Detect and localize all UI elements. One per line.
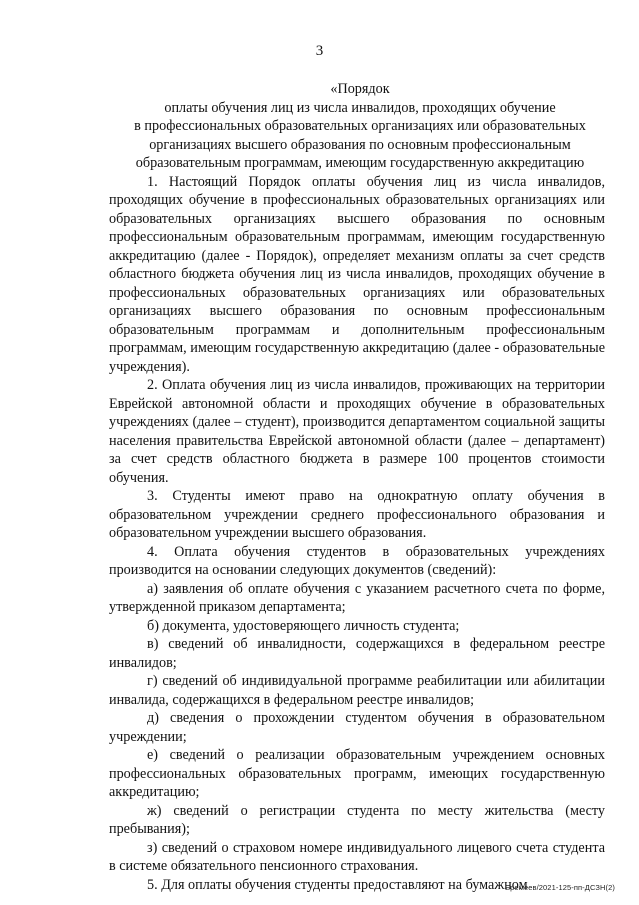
paragraph-4: 4. Оплата обучения студентов в образовательных учреждениях производится на основании следующих документов (сведений):	[109, 543, 605, 578]
paragraph-1: 1. Настоящий Порядок оплаты обучения лиц из числа инвалидов, проходящих обучение в профессиональных образовательных организациях или образовательных организациях высшего образования по основным профессиональным образовательным программам, имеющим государственную аккредитацию (далее - Порядок), определяет механизм оплаты за счет средств областного бюджета обучения лиц из числа инвалидов, проходящих обучение в профессиональных образовательных организациях или образовательных организациях высшего образования по основным профессиональным образовательным программам и дополнительным профессиональным программам, имеющим государственную аккредитацию (далее - образовательные учреждения).	[109, 173, 605, 375]
title-line: организациях высшего образования по основным профессиональным	[149, 136, 571, 153]
list-item-z: з) сведений о страховом номере индивидуального лицевого счета студента в системе обязательного пенсионного страхования.	[109, 839, 605, 874]
list-item-zh: ж) сведений о регистрации студента по месту жительства (месту пребывания);	[109, 802, 605, 837]
page-number: 3	[315, 43, 324, 59]
list-item-g: г) сведений об индивидуальной программе реабилитации или абилитации инвалида, содержащихся в федеральном реестре инвалидов;	[109, 673, 605, 708]
title-line: оплаты обучения лиц из числа инвалидов, проходящих обучение	[164, 99, 556, 116]
list-item-a: а) заявления об оплате обучения с указанием расчетного счета по форме, утвержденной приказом департамента;	[109, 580, 605, 615]
title-line: в профессиональных образовательных организациях или образовательных	[134, 118, 586, 134]
list-item-v: в) сведений об инвалидности, содержащихся в федеральном реестре инвалидов;	[109, 636, 605, 671]
document-code: Еремеев/2021-125-пп-ДСЗН(2)	[505, 883, 615, 892]
document-content	[109, 80, 605, 894]
list-item-e: е) сведений о реализации образовательным учреждением основных профессиональных образовательных программ, имеющих государственную аккредитацию;	[109, 747, 605, 800]
paragraph-3: 3. Студенты имеют право на однократную оплату обучения в образовательном учреждении среднего профессионального образования и образовательном учреждении высшего образования.	[109, 488, 605, 541]
document-body	[109, 173, 605, 895]
title-line: «Порядок	[330, 81, 390, 97]
paragraph-5: 5. Для оплаты обучения студенты предоставляют на бумажном	[147, 876, 528, 893]
title-line: образовательным программам, имеющим государственную аккредитацию	[135, 155, 585, 171]
document-title	[109, 80, 605, 173]
list-item-b: б) документа, удостоверяющего личность студента;	[147, 617, 460, 634]
paragraph-2: 2. Оплата обучения лиц из числа инвалидов, проживающих на территории Еврейской автономной области и проходящих обучение в образовательных учреждениях (далее – студент), производится департаментом социальной защиты населения правительства Еврейской автономной области (далее – департамент) за счет средств областного бюджета в размере 100 процентов стоимости обучения.	[109, 377, 605, 486]
list-item-d: д) сведения о прохождении студентом обучения в образовательном учреждении;	[109, 710, 605, 745]
